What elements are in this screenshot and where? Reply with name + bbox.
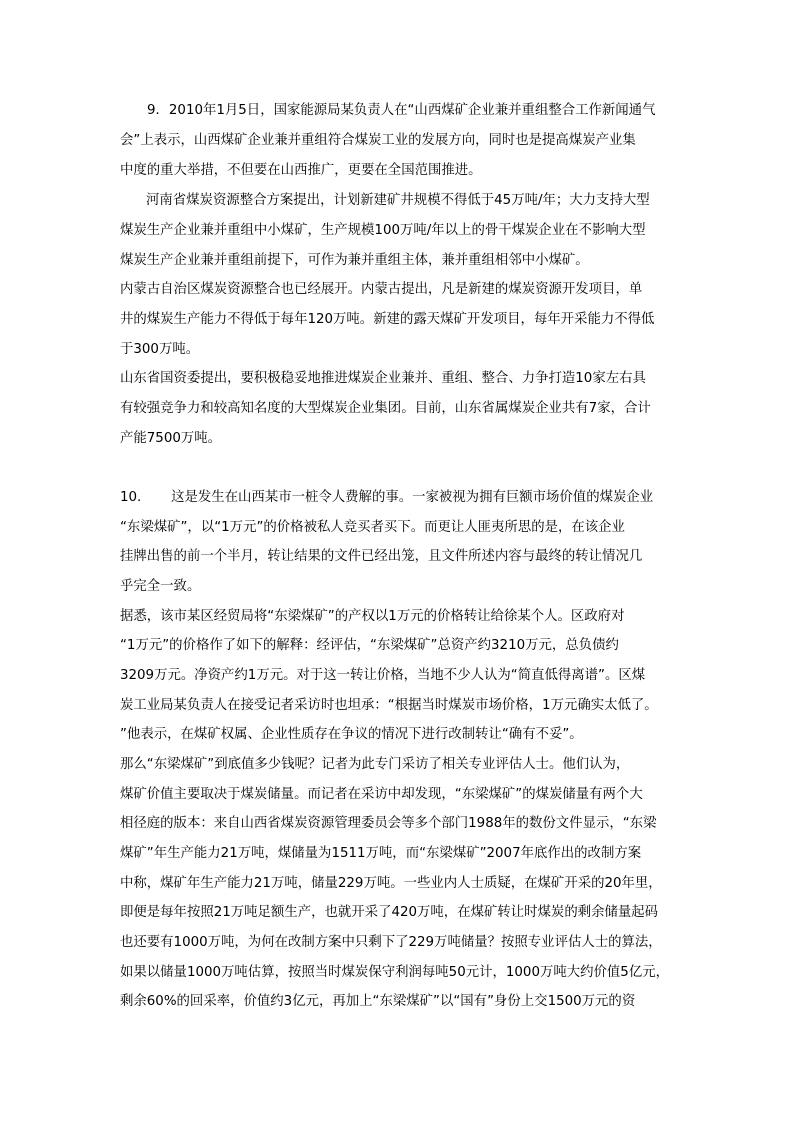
text-line: 3209万元。净资产约1万元。对于这一转让价格，当地不少人认为“简直低得离谱”。区煤: [120, 668, 646, 683]
text-line: ”他表示，在煤矿权属、企业性质存在争议的情况下进行改制转让“确有不妥”。: [120, 727, 583, 742]
text-line: 如果以储量1000万吨估算，按照当时煤炭保守利润每吨50元计，1000万吨大约价值5亿元，: [120, 965, 669, 980]
text-line: 煤矿价值主要取决于煤炭储量。而记者在采访中却发现，“东梁煤矿”的煤炭储量有两个大: [120, 787, 643, 802]
text-line: 煤炭生产企业兼并重组中小煤矿，生产规模100万吨/年以上的骨干煤炭企业在不影响大型: [120, 223, 646, 238]
text-line: 中度的重大举措，不但要在山西推广，更要在全国范围推进。: [120, 163, 482, 178]
text-line: 也还要有1000万吨，为何在改制方案中只剩下了229万吨储量？按照专业评估人士的算法，: [120, 935, 662, 950]
text-line: 10. 这是发生在山西某市一桩令人费解的事。一家被视为拥有巨额市场价值的煤炭企业: [120, 490, 654, 505]
text-line: 乎完全一致。: [120, 579, 201, 594]
text-line: 山东省国资委提出，要积极稳妥地推进煤炭企业兼并、重组、整合、力争打造10家左右具: [120, 371, 646, 386]
text-line: 内蒙古自治区煤炭资源整合也已经展开。内蒙古提出，凡是新建的煤炭资源开发项目，单: [120, 282, 643, 297]
text-line: 相径庭的版本：来自山西省煤炭资源管理委员会等多个部门1988年的数份文件显示，“东梁: [120, 816, 657, 831]
text-line: 9．2010年1月5日，国家能源局某负责人在“山西煤矿企业兼并重组整合工作新闻通气: [147, 103, 656, 118]
text-line: 中称，煤矿年生产能力21万吨，储量229万吨。一些业内人士质疑，在煤矿开采的20年里，: [120, 876, 662, 891]
text-line: 井的煤炭生产能力不得低于每年120万吨。新建的露天煤矿开发项目，每年开采能力不得低: [120, 312, 655, 327]
text-line: 剩余60%的回采率，价值约3亿元，再加上“东梁煤矿”以“国有”身份上交1500万元的资: [120, 994, 636, 1009]
text-line: 河南省煤炭资源整合方案提出，计划新建矿井规模不得低于45万吨/年；大力支持大型: [146, 193, 650, 208]
text-line: 有较强竞争力和较高知名度的大型煤炭企业集团。目前，山东省属煤炭企业共有7家，合计: [120, 401, 651, 416]
text-line: 于300万吨。: [120, 342, 200, 357]
text-line: 会”上表示，山西煤矿企业兼并重组符合煤炭工业的发展方向，同时也是提高煤炭产业集: [120, 133, 636, 148]
text-line: “东梁煤矿”，以“1万元”的价格被私人竞买者买下。而更让人匪夷所思的是，在该企业: [120, 520, 625, 535]
text-line: 据悉，该市某区经贸局将“东梁煤矿”的产权以1万元的价格转让给徐某个人。区政府对: [120, 609, 625, 624]
text-line: 煤矿”年生产能力21万吨，煤储量为1511万吨，而“东梁煤矿”2007年底作出的改制方案: [120, 846, 642, 861]
text-line: “1万元”的价格作了如下的解释：经评估，“东梁煤矿”总资产约3210万元，总负债约: [120, 638, 619, 653]
text-line: 煤炭生产企业兼并重组前提下，可作为兼并重组主体，兼并重组相邻中小煤矿。: [120, 253, 589, 268]
text-line: 炭工业局某负责人在接受记者采访时也坦承：“根据当时煤炭市场价格，1万元确实太低了。: [120, 698, 658, 713]
text-line: 挂牌出售的前一个半月，转让结果的文件已经出笼，且文件所述内容与最终的转让情况几: [120, 549, 643, 564]
text-line: 那么“东梁煤矿”到底值多少钱呢？记者为此专门采访了相关专业评估人士。他们认为，: [120, 757, 630, 772]
text-line: 产能7500万吨。: [120, 431, 222, 446]
text-line: 即便是每年按照21万吨足额生产，也就开采了420万吨，在煤矿转让时煤炭的剩余储量起码: [120, 905, 659, 920]
